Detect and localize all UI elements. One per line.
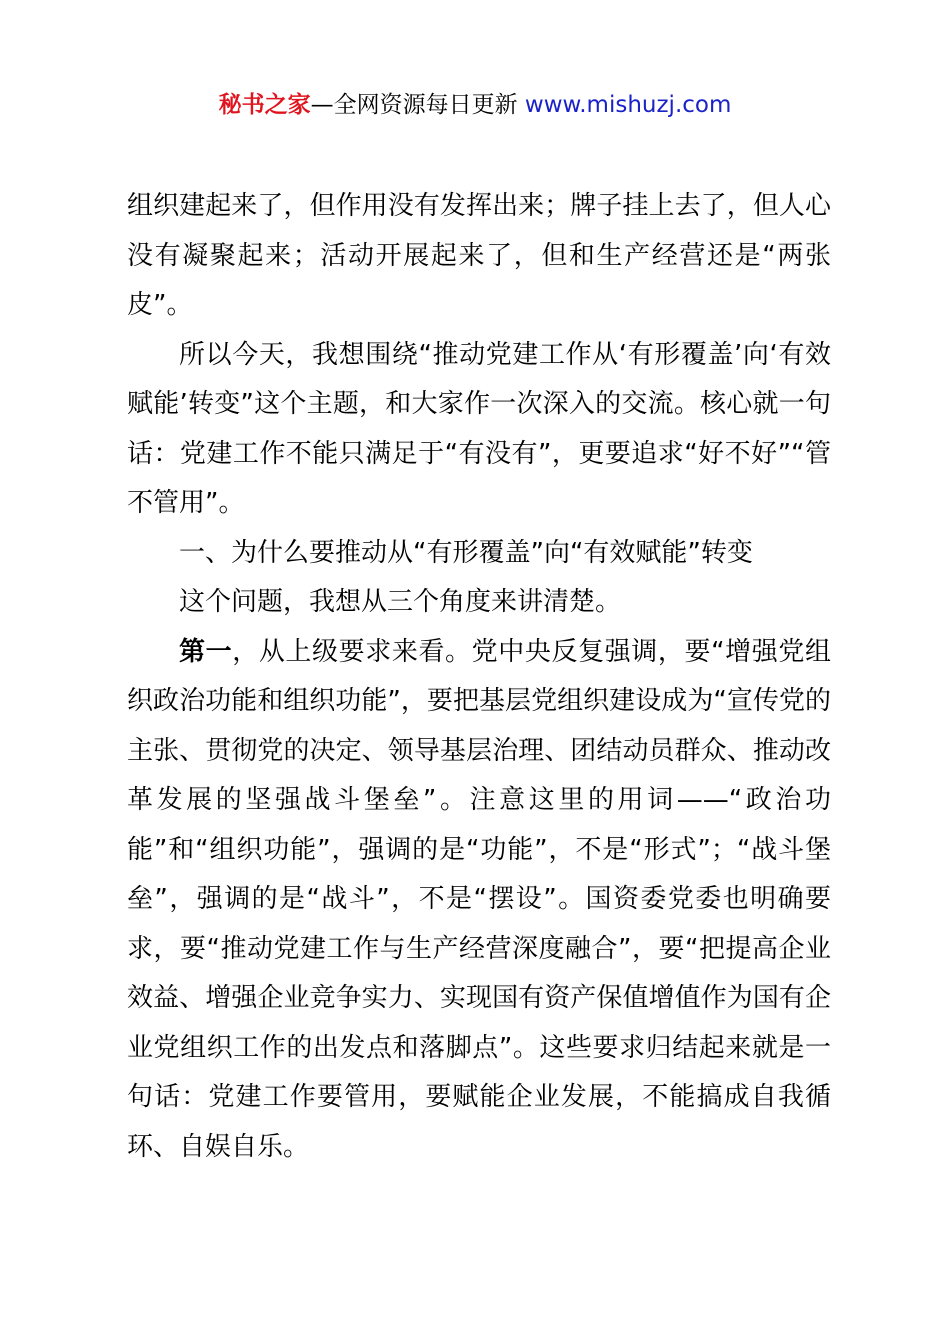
paragraph-3: 这个问题，我想从三个角度来讲清楚。 [179, 587, 622, 617]
paragraph-4-text: ，从上级要求来看。党中央反复强调，要“增强党组织政治功能和组织功能”，要把基层党组织建设成为“宣传党的主张、贯彻党的决定、领导基层治理、团结动员群众、推动改革发展的坚强战斗堡垒”。注意这里的用词——“政治功能”和“组织功能”，强调的是“功能”，不是“形式”；“战斗堡垒”，强调的是“战斗”，不是“摆设”。国资委党委也明确要求，要“推动党建工作与生产经营深度融合”，要“把提高企业效益、增强企业竞争实力、实现国有资产保值增值作为国有企业党组织工作的出发点和落脚点”。这些要求归结起来就是一句话：党建工作要管用，要赋能企业发展，不能搞成自我循环、自娱自乐。 [127, 636, 831, 1162]
header-tagline: —全网资源每日更新 [310, 92, 525, 118]
document-body [127, 182, 831, 1172]
header-url-link[interactable]: www.mishuzj.com [524, 92, 732, 118]
section-heading-1: 一、为什么要推动从“有形覆盖”向“有效赋能”转变 [179, 537, 753, 568]
paragraph-4 [127, 628, 831, 1173]
paragraph-2: 所以今天，我想围绕“推动党建工作从‘有形覆盖’向‘有效赋能’转变”这个主题，和大家作一次深入的交流。核心就一句话：党建工作不能只满足于“有没有”，更要追求“好不好”“管不管用”。 [127, 339, 831, 518]
page-header [0, 88, 950, 122]
paragraph-4-lead: 第一 [179, 636, 233, 667]
brand-name: 秘书之家 [218, 92, 311, 118]
paragraph-1: 组织建起来了，但作用没有发挥出来；牌子挂上去了，但人心没有凝聚起来；活动开展起来了，但和生产经营还是“两张皮”。 [127, 191, 831, 320]
